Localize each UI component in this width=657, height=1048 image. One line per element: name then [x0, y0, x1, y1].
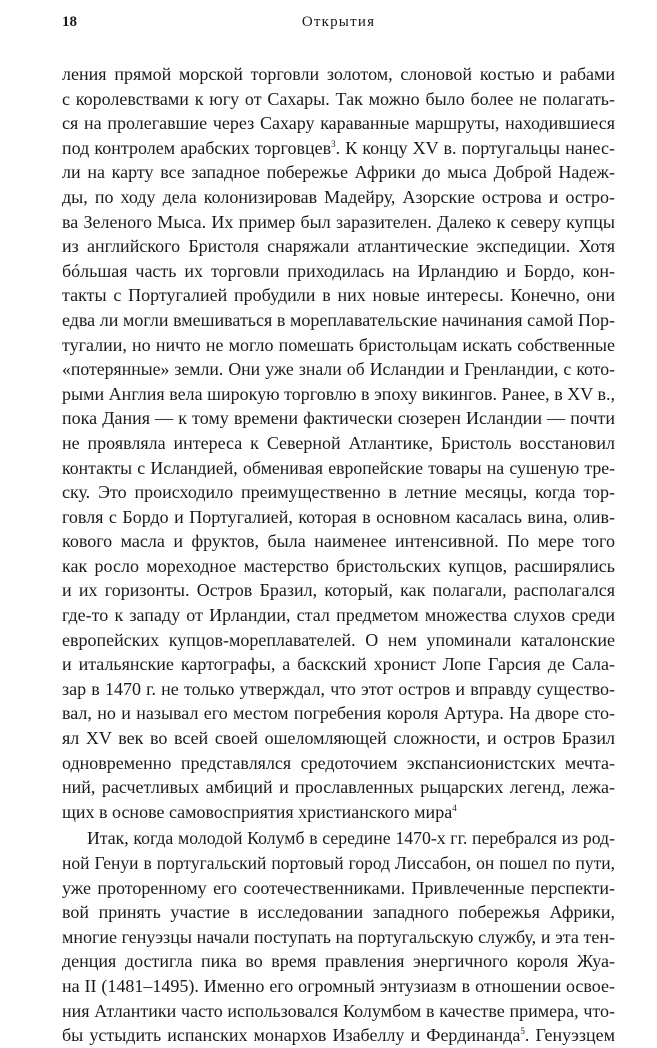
text-line: такты с Португалией пробудили в них новые интересы. Конечно, они	[62, 285, 615, 306]
text-line: денция достигла пика во время правления энергичного короля Жуа-	[62, 951, 615, 972]
text-line: бóльшая часть их торговли приходилась на Ирландию и Бордо, кон-	[62, 260, 615, 281]
footnote-marker: 5	[520, 1026, 525, 1037]
page-number: 18	[62, 14, 77, 30]
text-line: кового масла и фруктов, была наименее интенсивной. По мере того	[62, 531, 615, 552]
text-line: ления прямой морской торговли золотом, слоновой костью и рабами	[62, 64, 615, 84]
text-line: Итак, когда молодой Колумб в середине 1470-х гг. перебрался из род-	[87, 828, 615, 849]
text-line: зар в 1470 г. не только утверждал, что этот остров и вправду существо-	[62, 678, 615, 699]
text-line: на II (1481–1495). Именно его огромный энтузиазм в отношении освое-	[62, 975, 615, 996]
text-line: из английского Бристоля снаряжали атлантические экспедиции. Хотя	[62, 236, 615, 257]
text-line: где-то к западу от Ирландии, стал предметом множества слухов среди	[62, 605, 615, 626]
text-line: ния Атлантики часто использовался Колумбом в качестве примера, что-	[62, 1000, 615, 1021]
footnote-marker: 4	[452, 802, 457, 813]
text-segment: . Генуэзцем	[524, 1025, 615, 1046]
text-line: с королевствами к югу от Сахары. Так можно было более не полагать-	[62, 88, 615, 109]
text-segment: под контролем арабских торговцев	[62, 137, 332, 158]
text-segment: . К концу XV в. португальцы нанес-	[335, 137, 615, 158]
text-line	[62, 136, 615, 161]
running-head	[62, 14, 615, 40]
text-line: и итальянские картографы, а баскский хронист Лопе Гарсия де Сала-	[62, 654, 615, 675]
text-line: едва ли могли вмешиваться в мореплавательские начинания самой Пор-	[62, 309, 615, 330]
paragraph-1	[62, 62, 615, 824]
text-line: европейских купцов-мореплавателей. О нем упоминали каталонские	[62, 629, 615, 650]
text-line: как росло мореходное мастерство бристольских купцов, расширялись	[62, 555, 615, 576]
book-page	[62, 14, 615, 1048]
text-line: многие генуэзцы начали поступать на португальскую службу, и эта тен-	[62, 926, 615, 947]
text-line: ял XV век во всей своей ошеломляющей сложности, и остров Бразил	[62, 728, 615, 749]
text-line: ды, по ходу дела колонизировав Мадейру, Азорские острова и остро-	[62, 186, 615, 207]
text-line: вал, но и называл его местом погребения короля Артура. На дворе сто-	[62, 703, 615, 724]
paragraph-2	[62, 826, 615, 1047]
text-line: ва Зеленого Мыса. Их пример был заразителен. Далеко к северу купцы	[62, 211, 615, 232]
text-line: ной Генуи в португальский портовый город Лиссабон, он пошел по пути,	[62, 853, 615, 873]
text-line: ску. Это происходило преимущественно в летние месяцы, когда тор-	[62, 482, 615, 503]
text-line: вой принять участие в исследовании западного побережья Африки,	[62, 902, 615, 923]
text-line: ся на пролегавшие через Сахару караванные маршруты, находившиеся	[62, 113, 615, 134]
text-line: не проявляла интереса к Северной Атлантике, Бристоль восстановил	[62, 432, 615, 453]
text-line: ний, расчетливых амбиций и прославленных рыцарских легенд, лежа-	[62, 777, 615, 798]
footnote-marker: 3	[331, 138, 336, 149]
text-line: одновременно представлялся средоточием экспансионистских мечта-	[62, 752, 615, 773]
text-segment: щих в основе самовосприятия христианского мира	[62, 801, 453, 822]
text-line: и их горизонты. Остров Бразил, который, как полагали, располагался	[62, 580, 615, 601]
text-line	[62, 1023, 615, 1048]
body-text	[62, 62, 615, 1048]
text-line: «потерянные» земли. Они уже знали об Исландии и Гренландии, с кото-	[62, 359, 615, 380]
text-line: говля с Бордо и Португалией, которая в основном касалась вина, олив-	[62, 506, 615, 527]
text-line: тугалии, но ничто не могло помешать бристольцам искать собственные	[62, 334, 615, 355]
text-line	[62, 800, 615, 825]
text-line: ли на карту все западное побережье Африки до мыса Доброй Надеж-	[62, 162, 615, 183]
text-line: пока Дания — к тому времени фактически сюзерен Исландии — почти	[62, 408, 615, 429]
text-line: рыми Англия вела широкую торговлю в эпоху викингов. Ранее, в XV в.,	[62, 383, 615, 404]
text-segment: бы устыдить испанских монархов Изабеллу и Фердинанда	[62, 1025, 521, 1046]
text-line: контакты с Исландией, обменивая европейские товары на сушеную тре-	[62, 457, 615, 478]
text-line: уже проторенному его соотечественниками. Привлеченные перспекти-	[62, 877, 615, 898]
running-title: Открытия	[301, 14, 376, 30]
